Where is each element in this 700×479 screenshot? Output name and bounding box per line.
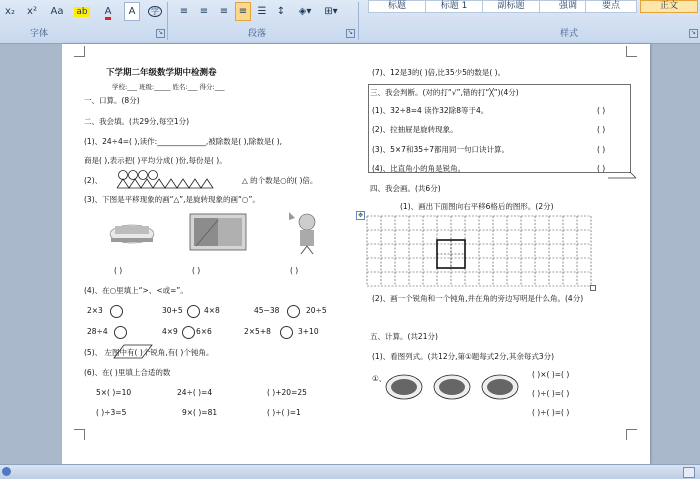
- resize-handle[interactable]: [590, 285, 596, 291]
- q4-r2-a: 28÷4: [87, 327, 108, 336]
- compare-circle[interactable]: [280, 326, 293, 339]
- status-icon[interactable]: [2, 467, 11, 476]
- line-spacing-icon[interactable]: ↕: [276, 6, 286, 17]
- exam-title: 下学期二年级数学期中检测卷: [106, 68, 217, 78]
- borders-icon[interactable]: ⊞▾: [324, 6, 338, 17]
- enclose-char-icon[interactable]: 字: [146, 2, 164, 21]
- style-title[interactable]: 标题: [368, 0, 426, 13]
- distribute-icon[interactable]: ☰: [257, 6, 267, 17]
- q4-r2-d: 2×5+8: [244, 327, 271, 336]
- plate-1: [386, 375, 422, 399]
- font-dialog-launcher-icon[interactable]: ↘: [157, 29, 164, 36]
- q6-r2-c: ( )÷( )=1: [267, 408, 301, 417]
- q1-line-b: 商是( ),表示把( )平均分成( )份,每份是( )。: [84, 156, 227, 165]
- styles-group-label: 样式: [560, 29, 579, 39]
- section-1: 一、口算。(8分): [84, 96, 140, 105]
- calc-row-3: ( )÷( )=( ): [532, 408, 570, 417]
- style-subtitle[interactable]: 副标题: [482, 0, 540, 13]
- judge-blank-2[interactable]: ( ): [597, 125, 606, 134]
- crop-mark: [74, 46, 85, 57]
- dotted-grid: [367, 216, 593, 288]
- q6-text: (6)、在( )里填上合适的数: [84, 368, 171, 377]
- circles-triangles-figure: [117, 170, 227, 190]
- compare-circle[interactable]: [110, 305, 123, 318]
- calc-label: ①、: [372, 374, 387, 383]
- q4-r2-b: 4×9: [162, 327, 178, 336]
- info-line: 学校:___ 班级:_____ 姓名:___ 得分:___: [112, 83, 225, 91]
- q5-text: (5)、 左图中有( )个锐角,有( )个钝角。: [84, 348, 214, 357]
- crop-mark: [626, 429, 637, 440]
- parallelogram-figure: [114, 344, 154, 360]
- q3-blank-1[interactable]: ( ): [114, 266, 123, 275]
- paragraph-group-label: 段落: [248, 29, 267, 39]
- subscript-button[interactable]: x₂: [5, 6, 15, 17]
- group-separator: [167, 2, 168, 40]
- style-heading-1[interactable]: 标题 1: [425, 0, 483, 13]
- shading-icon[interactable]: ◈▾: [298, 6, 312, 17]
- q4-r2-e: 3+10: [298, 327, 319, 336]
- section-4: 四、我会画。(共6分): [370, 184, 441, 193]
- status-bar: [0, 464, 700, 479]
- q6-r1-a: 5×( )=10: [96, 388, 132, 397]
- justify-icon[interactable]: ≡: [235, 2, 251, 21]
- crop-mark: [74, 429, 85, 440]
- q4-r1-d: 45−38: [254, 306, 280, 315]
- font-color-icon[interactable]: A: [98, 2, 118, 21]
- align-center-icon[interactable]: ≡: [199, 6, 209, 17]
- compare-circle[interactable]: [287, 305, 300, 318]
- q3-blank-2[interactable]: ( ): [192, 266, 201, 275]
- font-group-label: 字体: [30, 29, 49, 39]
- section-5: 五、计算。(共21分): [370, 332, 438, 341]
- judge-1: (1)、32÷8=4 读作32除8等于4。: [372, 106, 489, 115]
- sliding-window-picture-icon: [188, 212, 250, 254]
- style-strong[interactable]: 要点: [585, 0, 637, 13]
- crop-mark: [626, 46, 637, 57]
- q2-suffix: △ 的个数是○的( )倍。: [242, 176, 318, 185]
- judge-3: (3)、5×7和35÷7都用同一句口诀计算。: [372, 145, 510, 154]
- q4-r1-c: 4×8: [204, 306, 220, 315]
- q6-r2-a: ( )÷3=5: [96, 408, 127, 417]
- plate-3: [482, 375, 518, 399]
- calc-1: (1)、看图列式。(共12分,第①题每式2分,其余每式3分): [372, 352, 555, 361]
- group-separator: [358, 2, 359, 40]
- ribbon: [0, 0, 700, 44]
- q1-line-a: (1)、24÷4=( ),读作:_____________,被除数是( ),除数是( ),: [84, 137, 283, 146]
- plates-figure: [384, 372, 524, 402]
- styles-dialog-launcher-icon[interactable]: ↘: [690, 29, 697, 36]
- style-normal[interactable]: 正文: [640, 0, 698, 13]
- q4-r2-c: 6×6: [196, 327, 212, 336]
- q4-r1-e: 20÷5: [306, 306, 327, 315]
- section-3: 三、我会判断。(对的打“√”,错的打“╳”)(4分): [370, 88, 519, 97]
- q7-text: (7)、12是3的( )倍,比35少5的数是( )。: [372, 68, 506, 77]
- q6-r1-b: 24÷( )=4: [177, 388, 213, 397]
- document-area: [0, 44, 700, 464]
- view-mode-icon[interactable]: [683, 467, 695, 478]
- change-case-button[interactable]: Aa: [50, 6, 64, 17]
- q3-text: (3)、下图是平移现象的画“△”,是旋转现象的画“○”。: [84, 195, 260, 204]
- q2-prefix: (2)、: [84, 176, 103, 185]
- section-2: 二、我会填。(共29分,每空1分): [84, 117, 190, 126]
- align-right-icon[interactable]: ≡: [219, 6, 229, 17]
- paragraph-dialog-launcher-icon[interactable]: ↘: [347, 29, 354, 36]
- draw-2: (2)、画一个锐角和一个钝角,并在角的旁边写明是什么角。(4分): [372, 294, 584, 303]
- char-shading-icon[interactable]: A: [124, 2, 140, 21]
- judge-blank-3[interactable]: ( ): [597, 145, 606, 154]
- superscript-button[interactable]: x²: [27, 6, 37, 17]
- compare-circle[interactable]: [182, 326, 195, 339]
- document-page[interactable]: [62, 44, 650, 464]
- q3-blank-3[interactable]: ( ): [290, 266, 299, 275]
- judge-blank-1[interactable]: ( ): [597, 106, 606, 115]
- align-left-icon[interactable]: ≡: [179, 6, 189, 17]
- calc-row-1: ( )×( )=( ): [532, 370, 570, 379]
- plate-2: [434, 375, 470, 399]
- q4-text: (4)、在○里填上“>、<或=”。: [84, 286, 188, 295]
- compare-circle[interactable]: [187, 305, 200, 318]
- table-move-handle-icon[interactable]: ✥: [357, 212, 364, 219]
- highlight-icon[interactable]: ab: [76, 7, 88, 17]
- ferris-wheel-picture-icon: [107, 216, 157, 251]
- judge-4: (4)、比直角小的角是锐角。: [372, 164, 466, 173]
- q6-r2-b: 9×( )=81: [182, 408, 218, 417]
- windmill-child-picture-icon: [287, 208, 329, 256]
- calc-row-2: ( )÷( )=( ): [532, 389, 570, 398]
- style-emphasis[interactable]: 强调: [539, 0, 597, 13]
- judge-blank-4[interactable]: ( ): [597, 164, 606, 173]
- compare-circle[interactable]: [114, 326, 127, 339]
- draw-1: (1)、画出下面图向右平移6格后的图形。(2分): [400, 202, 554, 211]
- judge-2: (2)、拉抽屉是旋转现象。: [372, 125, 458, 134]
- q6-r1-c: ( )+20=25: [267, 388, 307, 397]
- q4-r1-a: 2×3: [87, 306, 103, 315]
- q4-r1-b: 30+5: [162, 306, 183, 315]
